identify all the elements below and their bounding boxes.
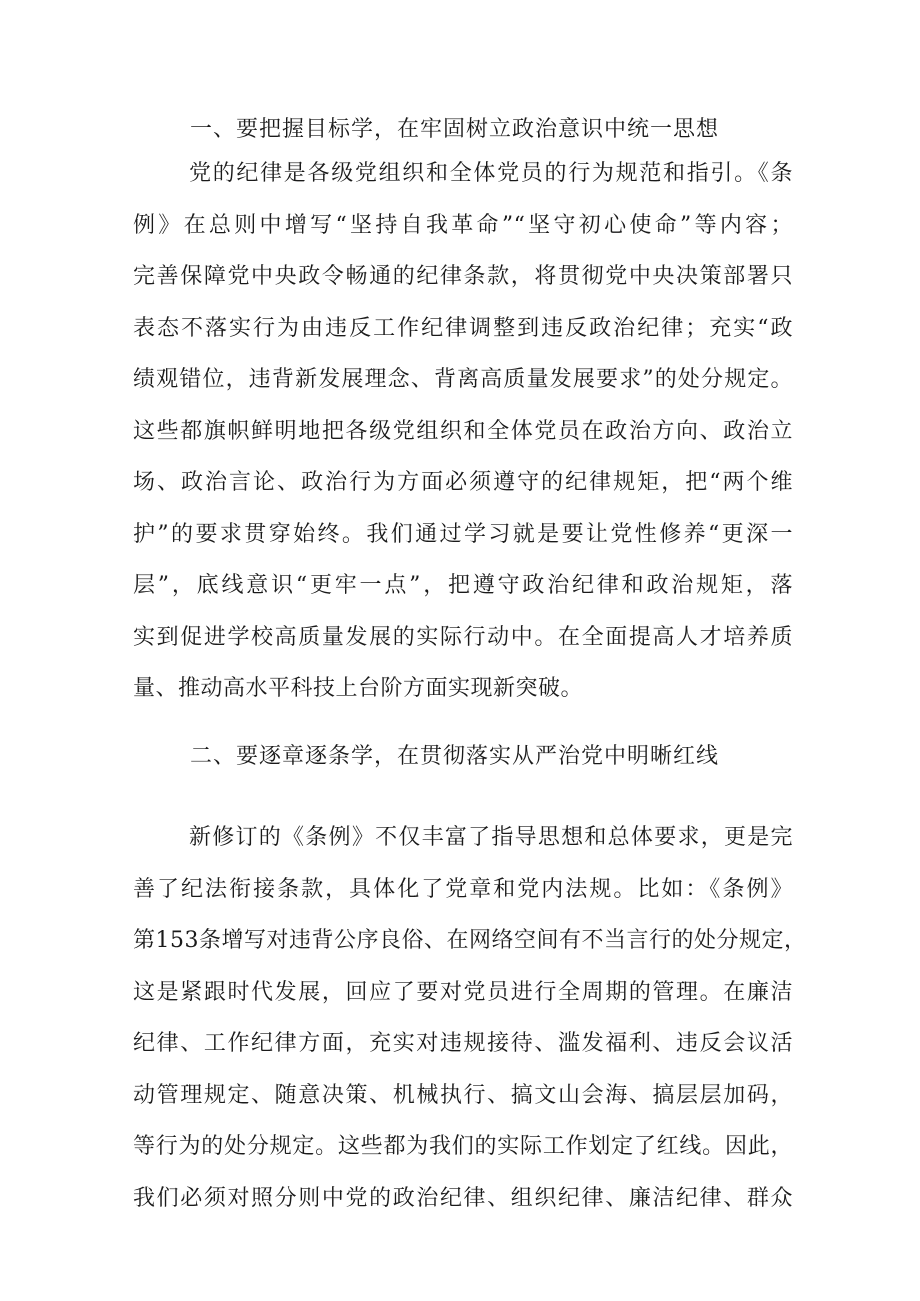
paragraph-line: 例》在总则中增写“坚持自我革命”“坚守初心使命”等内容； xyxy=(133,212,793,238)
paragraph-line: 场、政治言论、政治行为方面必须遵守的纪律规矩，把“两个维 xyxy=(133,470,793,495)
paragraph-line: 实到促进学校高质量发展的实际行动中。在全面提高人才培养质 xyxy=(133,624,793,650)
paragraph-line: 新修订的《条例》不仅丰富了指导思想和总体要求，更是完 xyxy=(189,825,793,850)
paragraph-line: 善了纪法衔接条款，具体化了党章和党内法规。比如：《条例》 xyxy=(133,876,793,902)
paragraph-line: 第153条增写对违背公序良俗、在网络空间有不当言行的处分规定， xyxy=(133,928,807,953)
paragraph-line: 党的纪律是各级党组织和全体党员的行为规范和指引。《条 xyxy=(189,161,793,186)
paragraph-line: 这是紧跟时代发展，回应了要对党员进行全周期的管理。在廉洁 xyxy=(133,979,793,1005)
paragraph-line: 层”，底线意识“更牢一点”，把遵守政治纪律和政治规矩，落 xyxy=(133,573,793,598)
paragraph-line: 绩观错位，违背新发展理念、背离高质量发展要求”的处分规定。 xyxy=(133,367,793,392)
paragraph-line: 等行为的处分规定。这些都为我们的实际工作划定了红线。因此， xyxy=(133,1134,793,1159)
section-1-paragraph xyxy=(133,148,793,715)
paragraph-line: 量、推动高水平科技上台阶方面实现新突破。 xyxy=(133,676,584,701)
section-1-heading: 一、要把握目标学，在牢固树立政治意识中统一思想 xyxy=(190,117,720,142)
paragraph-line: 这些都旗帜鲜明地把各级党组织和全体党员在政治方向、政治立 xyxy=(133,418,793,444)
section-2-paragraph xyxy=(133,812,807,1224)
paragraph-line: 护”的要求贯穿始终。我们通过学习就是要让党性修养“更深一 xyxy=(133,521,793,547)
paragraph-line: 纪律、工作纪律方面，充实对违规接待、滥发福利、违反会议活 xyxy=(133,1031,793,1056)
section-2-heading: 二、要逐章逐条学，在贯彻落实从严治党中明晰红线 xyxy=(190,744,720,769)
paragraph-line: 表态不落实行为由违反工作纪律调整到违反政治纪律；充实“政 xyxy=(133,315,793,341)
paragraph-line: 完善保障党中央政令畅通的纪律条款，将贯彻党中央决策部署只 xyxy=(133,264,793,289)
paragraph-line: 动管理规定、随意决策、机械执行、搞文山会海、搞层层加码， xyxy=(133,1082,793,1108)
paragraph-line: 我们必须对照分则中党的政治纪律、组织纪律、廉洁纪律、群众 xyxy=(133,1185,793,1211)
